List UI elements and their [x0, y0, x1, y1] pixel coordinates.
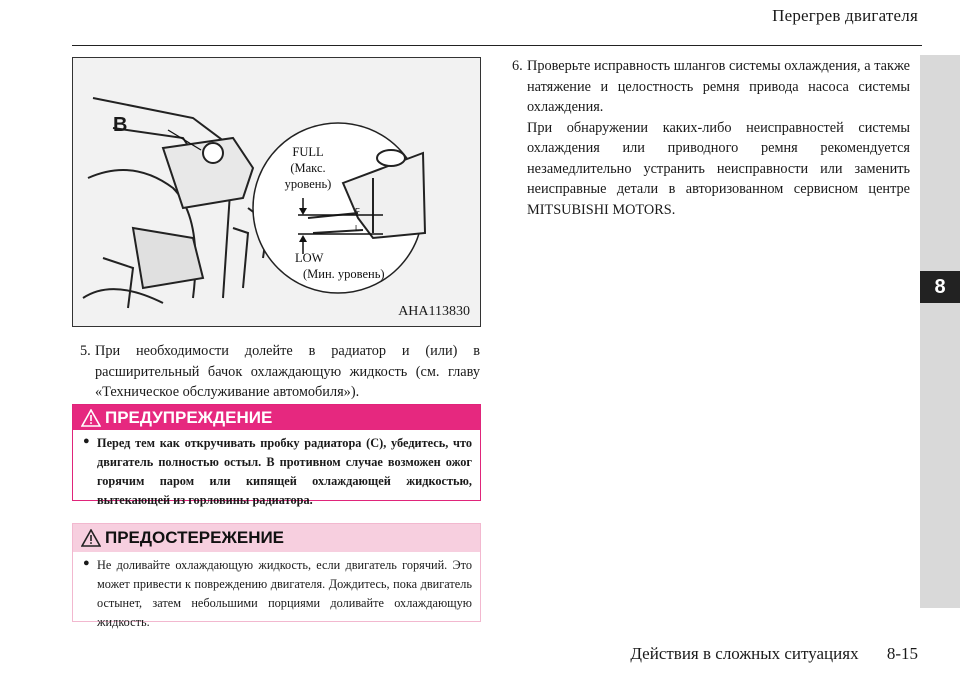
caution-title: ПРЕДОСТЕРЕЖЕНИЕ [105, 528, 285, 547]
caution-header [73, 524, 480, 552]
step-5-number: 5. [80, 343, 91, 359]
figure-code: AHA113830 [398, 304, 470, 319]
footer-page-number: 8-15 [886, 644, 918, 663]
step-5 [80, 341, 480, 403]
low-line-2: (Мин. уровень) [303, 267, 385, 281]
caution-box [72, 523, 481, 629]
warning-text: Перед тем как откручивать пробку радиатора (C), убедитесь, что двигатель полностью остыл. В противном случае возможен ожог горячим паром или кипящей охлаждающей жидкостью, вытекающей из горловины радиатора. [97, 436, 472, 507]
low-line-1: LOW [295, 251, 324, 265]
full-line-2: (Макс. [290, 161, 326, 175]
step-6-text-1: Проверьте исправность шлангов системы охлаждения, а также натяжение и целостность ремня привода насоса системы охлаждения. [527, 58, 910, 115]
side-tab [920, 55, 960, 608]
step-5-text: При необходимости долейте в радиатор и (или) в расширительный бачок охлаждающую жидкость (см. главу «Техническое обслуживание автомобиля»). [95, 343, 480, 400]
step-6 [512, 56, 910, 220]
caution-bullet: ● [83, 557, 90, 569]
step-6-number: 6. [512, 58, 523, 74]
engine-bay-illustration [73, 58, 481, 327]
chapter-badge: 8 [920, 271, 960, 303]
footer-section: Действия в сложных ситуациях [630, 644, 859, 663]
step-6-text-2: При обнаружении каких-либо неисправностей системы охлаждения или приводного ремня рекомендуется незамедлительно устранить неисправности или заменить неисправные детали в авторизованном сервисном центре MITSUBISHI MOTORS. [527, 119, 910, 218]
warning-bullet: ● [83, 435, 90, 447]
warning-title: ПРЕДУПРЕЖДЕНИЕ [105, 407, 273, 427]
caution-body [73, 552, 480, 632]
full-level-label [273, 144, 343, 192]
caution-triangle-icon [81, 529, 101, 547]
warning-triangle-icon [81, 409, 101, 427]
page-footer [630, 644, 918, 664]
header-rule [72, 45, 922, 46]
mark-f: F [355, 207, 360, 216]
low-level-label [295, 250, 405, 282]
warning-header [73, 405, 480, 430]
label-b: B [113, 114, 128, 136]
caution-text: Не доливайте охлаждающую жидкость, если двигатель горячий. Это может привести к повреждению двигателя. Дождитесь, пока двигатель остынет, затем небольшими порциями доливайте охлаждающую жидкость. [97, 558, 472, 629]
warning-box [72, 404, 481, 507]
warning-body [73, 430, 480, 510]
full-line-1: FULL [292, 145, 324, 159]
coolant-reservoir-figure [72, 57, 481, 327]
page-header-title: Перегрев двигателя [772, 6, 918, 25]
mark-l: L [355, 224, 360, 233]
full-line-3: уровень) [284, 177, 332, 191]
